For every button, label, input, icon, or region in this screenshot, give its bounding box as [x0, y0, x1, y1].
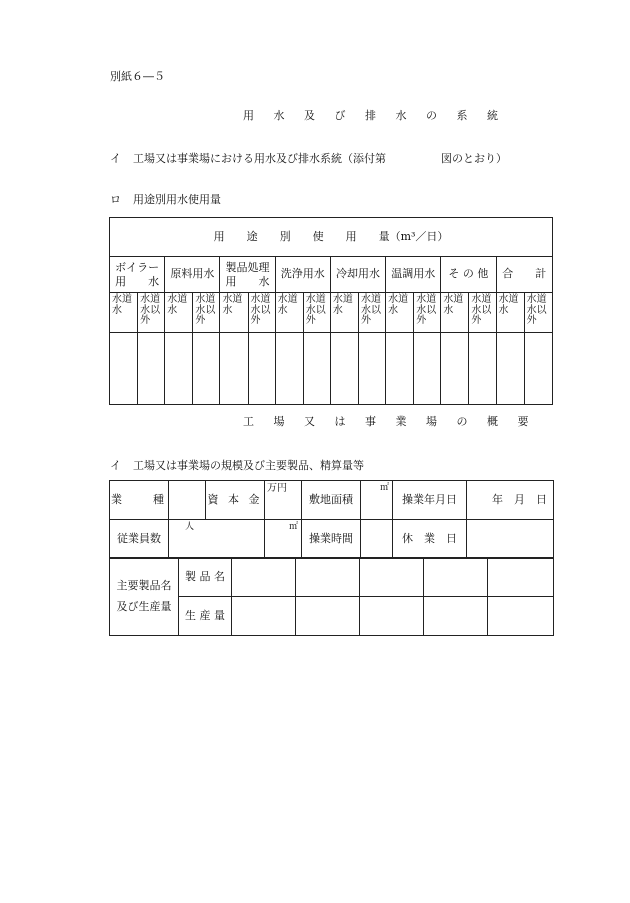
products-table	[109, 557, 554, 636]
employees-area-value[interactable]	[265, 520, 302, 559]
business-type-value[interactable]	[169, 481, 206, 520]
data-cell[interactable]	[386, 333, 414, 405]
category-other: そ の 他	[441, 257, 496, 293]
operating-hours-label: 操業時間	[302, 520, 361, 559]
sub-other-water: 水道水以外	[469, 293, 496, 333]
sub-tap-water: 水道水	[110, 293, 138, 333]
product-name-cell[interactable]	[360, 558, 424, 597]
category-line1: 製品処理	[225, 261, 270, 275]
data-cell[interactable]	[303, 333, 330, 405]
data-cell[interactable]	[275, 333, 303, 405]
data-cell[interactable]	[138, 333, 165, 405]
main-products-line1: 主要製品名	[116, 578, 172, 592]
product-name-cell[interactable]	[424, 558, 488, 597]
data-cell[interactable]	[220, 333, 248, 405]
usage-table	[109, 217, 553, 405]
data-cell[interactable]	[330, 333, 358, 405]
area-unit: ㎡	[379, 483, 389, 493]
data-cell[interactable]	[496, 333, 524, 405]
holidays-value[interactable]	[467, 520, 554, 559]
area-unit-2: ㎡	[288, 522, 298, 532]
main-products-label	[110, 558, 179, 636]
site-area-label: 敷地面積	[302, 481, 361, 520]
holidays-label: 休 業 日	[393, 520, 467, 559]
sub-other-water: 水道水以外	[248, 293, 275, 333]
employees-value[interactable]	[169, 520, 265, 559]
start-date-label: 操業年月日	[393, 481, 467, 520]
production-volume-cell[interactable]	[488, 597, 554, 636]
sub-tap-water: 水道水	[496, 293, 524, 333]
section-i-label: イ	[110, 152, 121, 165]
sub-tap-water: 水道水	[441, 293, 469, 333]
section-i2-label: イ	[110, 459, 121, 472]
site-area-value[interactable]	[361, 481, 393, 520]
product-name-cell[interactable]	[232, 558, 296, 597]
section-i-text: 工場又は事業場における用水及び排水系統（添付第 図のとおり）	[133, 152, 507, 165]
overview-title: 工 場 又 は 事 業 場 の 概 要	[243, 415, 537, 428]
data-cell[interactable]	[165, 333, 193, 405]
category-total: 合 計	[496, 257, 552, 293]
product-name-label: 製 品 名	[179, 558, 232, 597]
product-name-cell[interactable]	[488, 558, 554, 597]
sub-other-water: 水道水以外	[524, 293, 552, 333]
data-cell[interactable]	[469, 333, 496, 405]
capital-value[interactable]	[265, 481, 302, 520]
category-washing: 洗浄用水	[275, 257, 330, 293]
sub-tap-water: 水道水	[330, 293, 358, 333]
sub-tap-water: 水道水	[165, 293, 193, 333]
capital-label: 資 本 金	[206, 481, 265, 520]
category-raw-material: 原料用水	[165, 257, 220, 293]
capital-unit: 万円	[267, 483, 287, 494]
sub-tap-water: 水道水	[275, 293, 303, 333]
section-i2-text: 工場又は事業場の規模及び主要製品、精算量等	[133, 459, 364, 472]
category-line1: ボイラー	[115, 261, 160, 275]
data-cell[interactable]	[193, 333, 220, 405]
operating-hours-value[interactable]	[361, 520, 393, 559]
data-cell[interactable]	[414, 333, 441, 405]
category-cooling: 冷却用水	[330, 257, 385, 293]
category-product-processing	[220, 257, 275, 293]
production-volume-cell[interactable]	[296, 597, 360, 636]
section-ro-text: 用途別用水使用量	[133, 193, 221, 206]
sub-other-water: 水道水以外	[358, 293, 385, 333]
page-reference: 別紙６―５	[110, 70, 165, 83]
data-cell[interactable]	[110, 333, 138, 405]
sub-other-water: 水道水以外	[138, 293, 165, 333]
production-volume-cell[interactable]	[360, 597, 424, 636]
person-unit: 人	[185, 522, 195, 532]
overview-table	[109, 480, 554, 559]
sub-other-water: 水道水以外	[303, 293, 330, 333]
category-boiler	[110, 257, 165, 293]
section-ro-label: ロ	[110, 193, 121, 206]
employees-label: 従業員数	[110, 520, 169, 559]
usage-header: 用 途 別 使 用 量（m³／日）	[110, 218, 553, 257]
main-products-line2: 及び生産量	[116, 599, 172, 613]
data-cell[interactable]	[358, 333, 385, 405]
product-name-cell[interactable]	[296, 558, 360, 597]
sub-other-water: 水道水以外	[193, 293, 220, 333]
category-line2: 用 水	[225, 274, 270, 288]
production-volume-cell[interactable]	[424, 597, 488, 636]
sub-tap-water: 水道水	[220, 293, 248, 333]
data-cell[interactable]	[524, 333, 552, 405]
start-date-value[interactable]: 年 月 日	[467, 481, 554, 520]
category-line2: 用 水	[115, 274, 160, 288]
sub-other-water: 水道水以外	[414, 293, 441, 333]
production-volume-cell[interactable]	[232, 597, 296, 636]
sub-tap-water: 水道水	[386, 293, 414, 333]
data-cell[interactable]	[248, 333, 275, 405]
business-type-label: 業 種	[110, 481, 169, 520]
category-temperature: 温調用水	[386, 257, 441, 293]
production-volume-label: 生 産 量	[179, 597, 232, 636]
data-cell[interactable]	[441, 333, 469, 405]
page-title: 用 水 及 び 排 水 の 系 統	[243, 109, 506, 122]
